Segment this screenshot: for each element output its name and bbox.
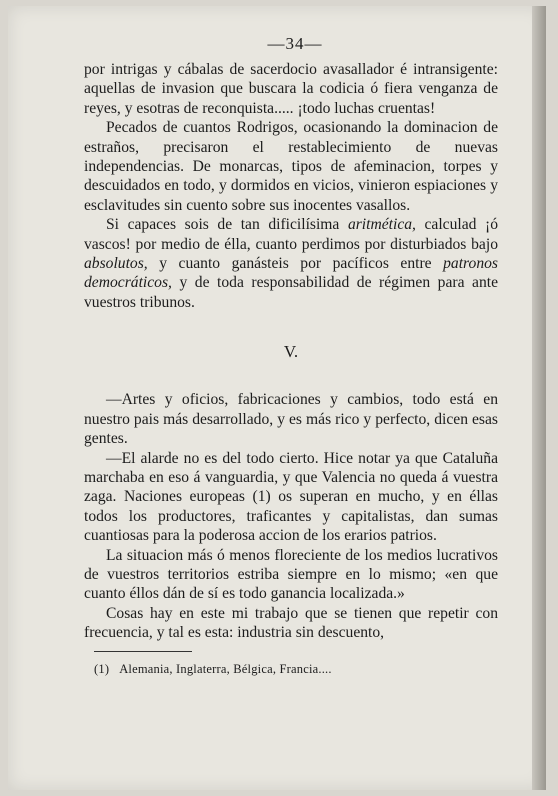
- paragraph-pecados: Pecados de cuantos Rodrigos, ocasionando la dominacion de estraños, precisaron el restablecimiento de nuevas independencias. De monarcas, tipos de afeminacion, torpes y descuidados en todo, y dormidos en vicios, vinieron espiaciones y esclavitudes sin cuento sobre sus inocentes vasallos.: [84, 119, 498, 214]
- page-content: [84, 34, 498, 677]
- italic-aritmetica: aritmética,: [347, 216, 416, 234]
- text-run: Si capaces sois de tan dificilísima: [106, 216, 348, 234]
- footnote: [94, 662, 498, 677]
- paragraph-alarde: —El alarde no es del todo cierto. Hice notar ya que Cataluña marchaba en eso á vanguardia, y que Valencia no queda á vuestra zaga. Naciones europeas (1) os superan en mucho, y en éllas todos los productores, traficantes y capitalistas, dan sumas cuantiosas para la poderosa accion de los erarios patrios.: [84, 449, 498, 545]
- footnote-mark: (1): [94, 661, 110, 676]
- text-run: y cuanto ganásteis por pacíficos entre: [147, 255, 444, 273]
- paragraph-continuation: por intrigas y cábalas de sacerdocio avasallador é intransigente: aquellas de invasion que buscara la codicia ó fiera venganza de reyes, y esotras de reconquista..... ¡todo luchas cruentas!: [84, 61, 498, 117]
- paragraph-si-capaces: [84, 215, 498, 312]
- italic-absolutos: absolutos,: [84, 255, 148, 273]
- text-run: y de toda responsabilidad de régimen para ante vuestros tribunos.: [84, 274, 498, 311]
- section-heading: V.: [283, 342, 299, 362]
- footnote-divider: [94, 651, 192, 652]
- text-run: calculad ¡ó vascos! por medio de élla, cuanto perdimos por disturbiados bajo: [84, 216, 498, 253]
- book-page: [8, 6, 546, 790]
- footnote-text: Alemania, Inglaterra, Bélgica, Francia....: [119, 661, 332, 676]
- paragraph-artes: —Artes y oficios, fabricaciones y cambios, todo está en nuestro pais más desarrollado, y es más rico y perfecto, dicen esas gentes.: [84, 391, 498, 448]
- paragraph-cosas: Cosas hay en este mi trabajo que se tienen que repetir con frecuencia, y tal es esta: industria sin descuento,: [84, 604, 498, 642]
- page-edge-shadow: [532, 6, 546, 790]
- paragraph-situacion: La situacion más ó menos floreciente de los medios lucrativos de vuestros territorios estriba siempre en lo mismo; «en que cuanto éllos dán de sí es todo ganancia localizada.»: [84, 546, 498, 603]
- italic-patronos: patronos democráticos,: [84, 255, 498, 292]
- page-number: —34—: [267, 34, 323, 53]
